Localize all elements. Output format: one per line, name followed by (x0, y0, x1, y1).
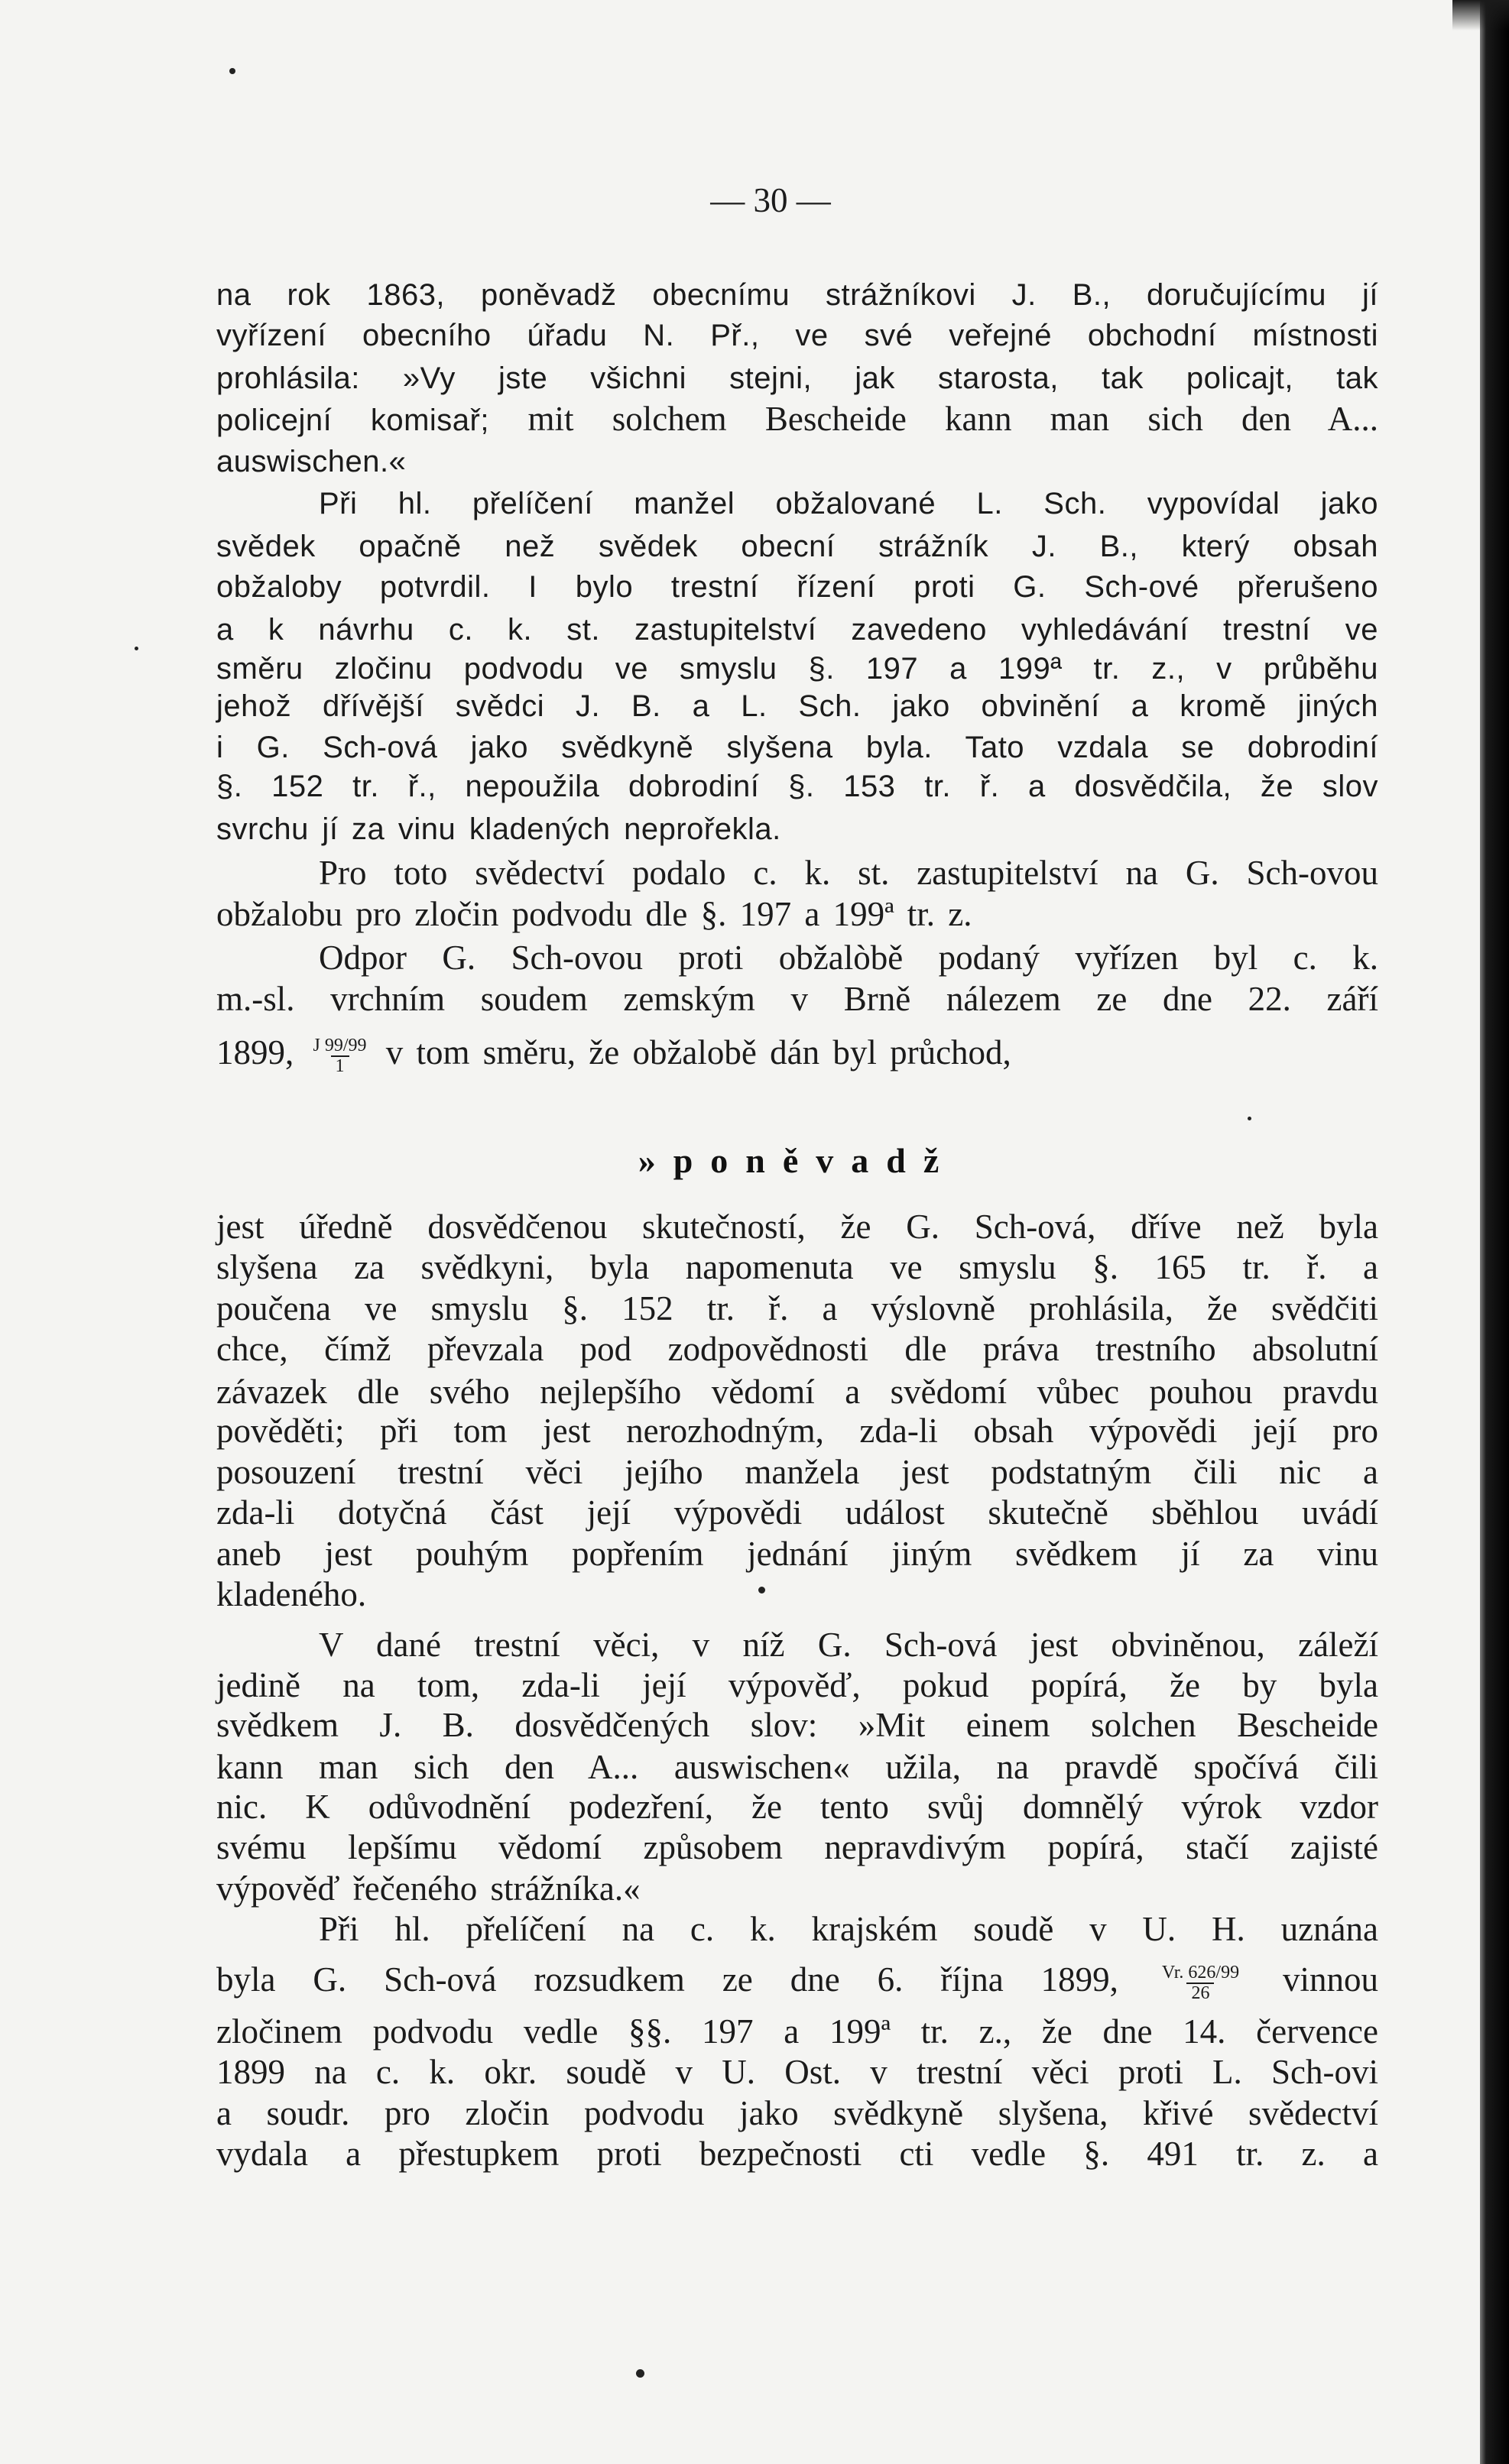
ink-speck (758, 1587, 765, 1593)
text-line: obžaloby potvrdil. I bylo trestní řízení proti G. Sch-ové přerušeno (216, 570, 1378, 604)
page-number: — 30 — (710, 181, 831, 219)
text-line: svrchu jí za vinu kladených neprořekla. (216, 812, 781, 846)
ink-speck (1248, 1117, 1251, 1120)
text-line: vydala a přestupkem proti bezpečnosti cti vedle §. 491 tr. z. a (216, 2135, 1378, 2173)
scan-border-corner (1452, 0, 1509, 31)
text-line: na rok 1863, poněvadž obecnímu strážníkovi J. B., doručujícímu jí (216, 278, 1378, 312)
text-line: nic. K odůvodnění podezření, že tento svůj domnělý výrok vzdor (216, 1788, 1378, 1826)
text-line: zločinem podvodu vedle §§. 197 a 199ª tr. z., že dne 14. července (216, 2012, 1378, 2051)
text-line: V dané trestní věci, v níž G. Sch-ová jest obviněnou, záleží (319, 1626, 1378, 1664)
text-line: poučena ve smyslu §. 152 tr. ř. a výslovně prohlásila, že svědčiti (216, 1289, 1378, 1328)
scan-border-right (1480, 0, 1509, 2464)
ink-speck (636, 2369, 644, 2378)
ink-speck (229, 68, 235, 74)
text-line: směru zločinu podvodu ve smyslu §. 197 a 199ª tr. z., v průběhu (216, 652, 1378, 686)
text-line: m.-sl. vrchním soudem zemským v Brně nálezem ze dne 22. září (216, 980, 1378, 1018)
text-line: vyřízení obecního úřadu N. Př., ve své veřejné obchodní místnosti (216, 319, 1378, 352)
text-line: auswischen.« (216, 445, 407, 478)
section-heading: »poněvadž (638, 1141, 957, 1180)
text-line: svědek opačně než svědek obecní strážník J. B., který obsah (216, 530, 1378, 563)
text-segment: byla G. Sch-ová rozsudkem ze dne 6. října 1899, (216, 1960, 1118, 1999)
text-line: prohlásila: »Vy jste všichni stejni, jak starosta, tak policajt, tak (216, 361, 1378, 395)
text-line: Pro toto svědectví podalo c. k. st. zastupitelství na G. Sch-ovou (319, 854, 1378, 892)
text-line: §. 152 tr. ř., nepoužila dobrodiní §. 153 tr. ř. a dosvědčila, že slov (216, 770, 1378, 803)
text-line: a soudr. pro zločin podvodu jako svědkyně slyšena, křivé svědectví (216, 2094, 1378, 2132)
text-line: kladeného. (216, 1575, 367, 1613)
text-line: Odpor G. Sch-ovou proti obžalòbě podaný vyřízen byl c. k. (319, 939, 1378, 977)
text-segment: 1899, (216, 1033, 294, 1072)
text-line: 1899 na c. k. okr. soudě v U. Ost. v trestní věci proti L. Sch-ovi (216, 2053, 1378, 2091)
text-line: posouzení trestní věci jejího manžela jest podstatným čili nic a (216, 1453, 1378, 1491)
text-line: Při hl. přelíčení na c. k. krajském soudě v U. H. uznána (319, 1910, 1378, 1948)
text-line (216, 1032, 1378, 1076)
text-line: a k návrhu c. k. st. zastupitelství zavedeno vyhledávání trestní ve (216, 613, 1378, 647)
fraction-denominator: 1 (331, 1055, 349, 1076)
text-line (216, 1959, 1379, 2003)
text-line: svědkem J. B. dosvědčených slov: »Mit einem solchen Bescheide (216, 1706, 1378, 1744)
text-line: výpověď řečeného strážníka.« (216, 1869, 641, 1908)
file-number-fraction (1160, 1963, 1241, 2003)
text-line: jedině na tom, zda-li její výpověď, pokud popírá, že by byla (216, 1666, 1378, 1704)
text-line: pověděti; při tom jest nerozhodným, zda-li obsah výpovědi její pro (216, 1412, 1378, 1450)
text-line (216, 398, 1378, 439)
text-line: chce, čímž převzala pod zodpovědnosti dle práva trestního absolutní (216, 1330, 1378, 1368)
text-line: svému lepšímu vědomí způsobem nepravdivým popírá, stačí zajisté (216, 1828, 1378, 1866)
file-number-fraction (312, 1036, 368, 1076)
text-line: obžalobu pro zločin podvodu dle §. 197 a 199ª tr. z. (216, 895, 972, 933)
text-line: Při hl. přelíčení manžel obžalované L. Sch. vypovídal jako (319, 487, 1378, 520)
text-line: kann man sich den A... auswischen« užila, na pravdě spočívá čili (216, 1748, 1378, 1786)
fraction-denominator: 26 (1186, 1983, 1214, 2003)
text-line: jehož dřívější svědci J. B. a L. Sch. jako obvinění a kromě jiných (216, 689, 1378, 723)
text-segment: vinnou (1283, 1960, 1379, 1999)
fraction-numerator: Vr. 626/99 (1161, 1962, 1240, 1983)
text-segment-german: mit solchem Bescheide kann man sich den A... (527, 400, 1378, 438)
fraction-numerator: J 99/99 (313, 1035, 367, 1055)
text-segment: policejní komisař; (216, 404, 489, 437)
text-line: jest úředně dosvědčenou skutečností, že G. Sch-ová, dříve než byla (216, 1208, 1378, 1246)
text-line: aneb jest pouhým popřením jednání jiným svědkem jí za vinu (216, 1535, 1378, 1573)
text-line: zda-li dotyčná část její výpovědi událost skutečně sběhlou uvádí (216, 1493, 1378, 1532)
text-line: slyšena za svědkyni, byla napomenuta ve smyslu §. 165 tr. ř. a (216, 1248, 1378, 1286)
ink-speck (135, 647, 138, 650)
text-line: i G. Sch-ová jako svědkyně slyšena byla. Tato vzdala se dobrodiní (216, 731, 1378, 764)
text-line: závazek dle svého nejlepšího vědomí a svědomí vůbec pouhou pravdu (216, 1373, 1378, 1411)
text-segment: v tom směru, že obžalobě dán byl průchod, (385, 1033, 1011, 1072)
